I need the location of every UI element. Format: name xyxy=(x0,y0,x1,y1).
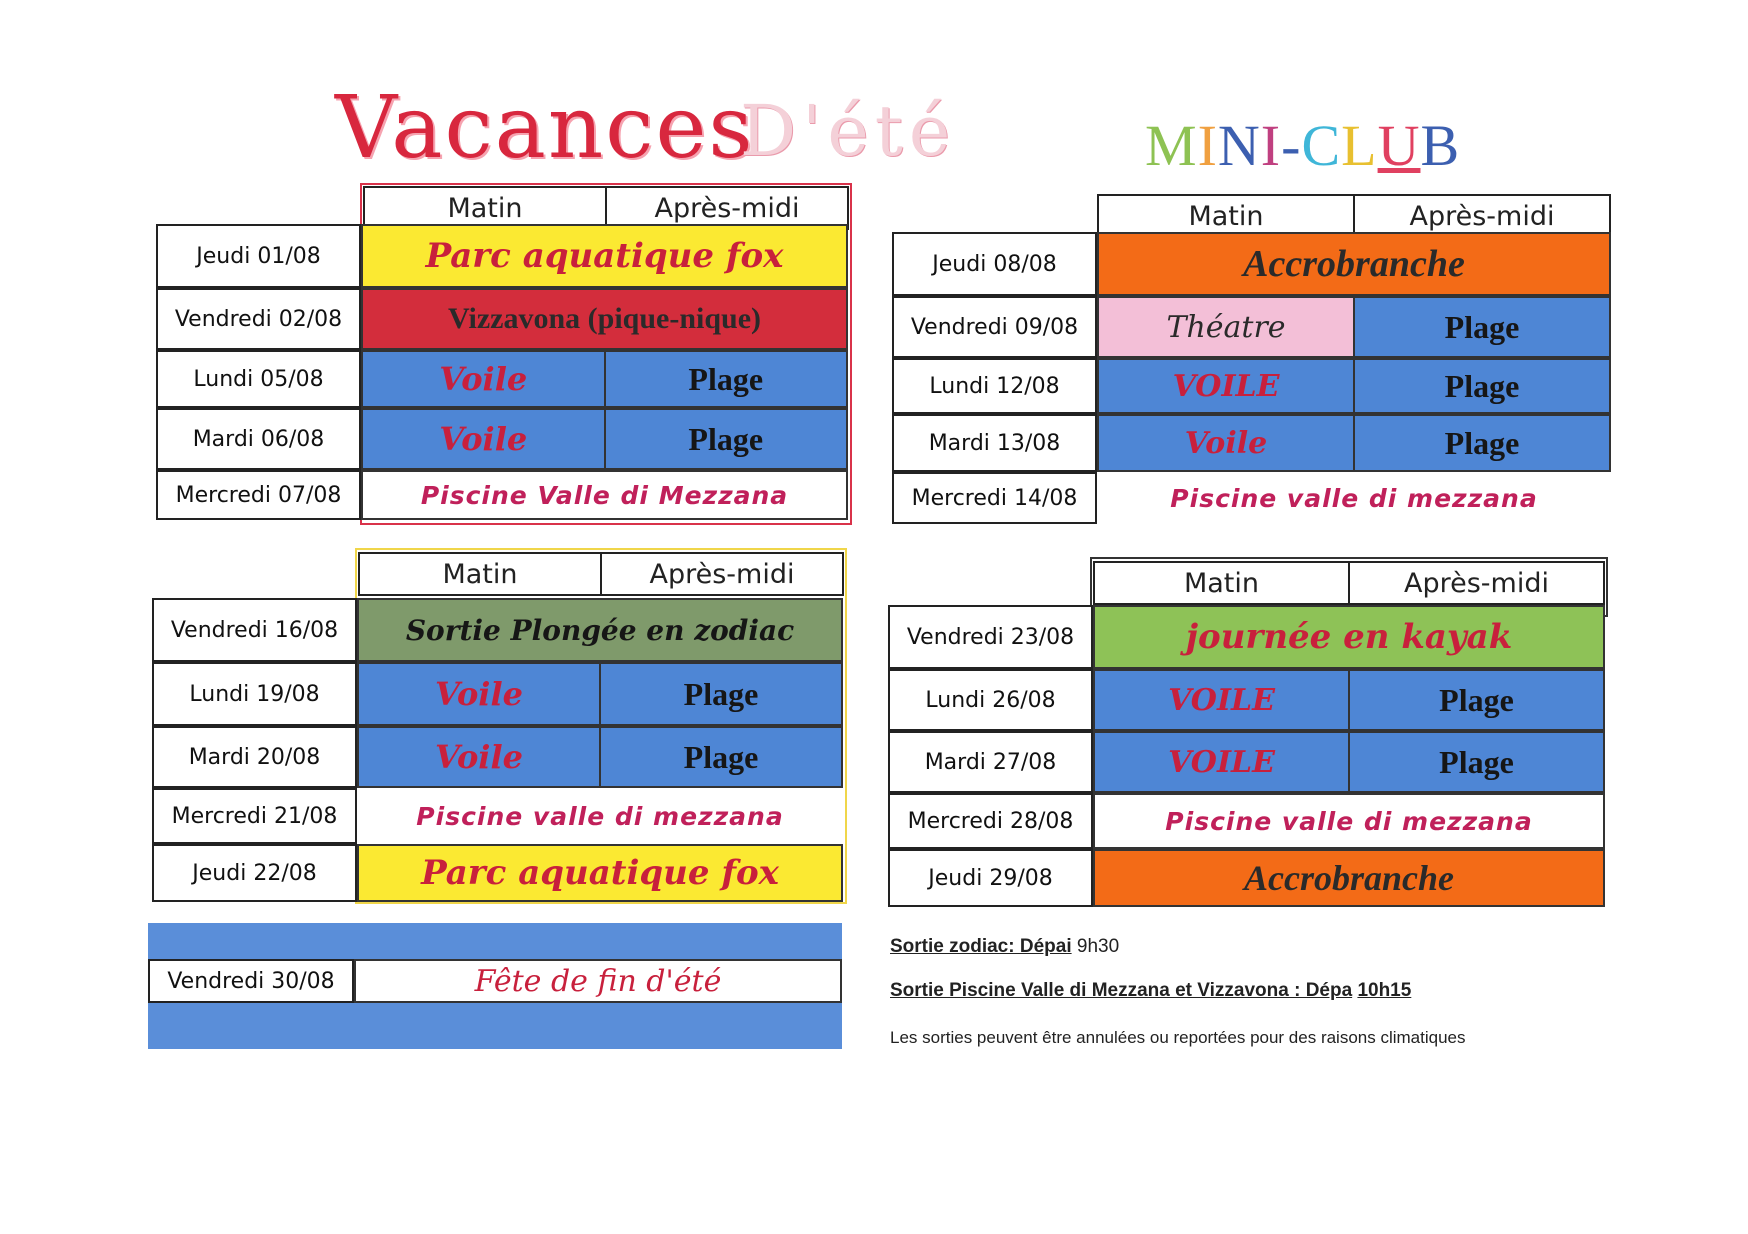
table-row xyxy=(152,788,843,844)
day-cell: Mardi 20/08 xyxy=(152,726,357,788)
activity-cell xyxy=(361,470,848,520)
table-row xyxy=(152,662,843,726)
table-row xyxy=(888,849,1605,907)
club-letter: C xyxy=(1301,113,1342,178)
activity-cell xyxy=(357,598,843,662)
day-cell: Jeudi 22/08 xyxy=(152,844,357,902)
activity-cell xyxy=(1093,731,1605,793)
table-row xyxy=(156,470,848,520)
activity-cell xyxy=(361,224,848,288)
club-letter: I xyxy=(1197,113,1218,178)
column-morning: Matin xyxy=(442,558,518,590)
table-row xyxy=(892,358,1611,414)
activity-label: Voile xyxy=(1184,425,1268,461)
day-cell: Vendredi 16/08 xyxy=(152,598,357,662)
activity-label: Plage xyxy=(1353,360,1609,412)
activity-label: VOILE xyxy=(1168,682,1275,718)
activity-cell xyxy=(361,408,848,470)
activity-cell xyxy=(361,288,848,350)
table-row xyxy=(892,232,1611,296)
note-piscine-time: 10h15 xyxy=(1357,980,1412,1001)
table-row xyxy=(156,224,848,288)
activity-label: Voile xyxy=(435,738,523,776)
activity-label: VOILE xyxy=(1168,744,1275,780)
activity-label: Piscine valle di mezzana xyxy=(1170,483,1538,513)
table-row xyxy=(156,288,848,350)
activity-cell xyxy=(1093,605,1605,669)
activity-cell xyxy=(1097,472,1611,524)
table-row xyxy=(152,598,843,662)
activity-label: Plage xyxy=(1353,298,1609,356)
table-row xyxy=(156,350,848,408)
club-letter: M xyxy=(1145,113,1198,178)
week4-header xyxy=(1093,561,1605,605)
activity-label: journée en kayak xyxy=(1185,617,1513,657)
column-morning: Matin xyxy=(447,192,523,224)
table-row xyxy=(892,472,1611,524)
activity-cell xyxy=(1097,296,1611,358)
column-afternoon: Après-midi xyxy=(605,188,847,228)
table-row xyxy=(888,793,1605,849)
day-cell: Mercredi 21/08 xyxy=(152,788,357,844)
activity-cell xyxy=(357,788,843,844)
activity-label: Plage xyxy=(1348,733,1603,791)
note-zodiac-time: 9h30 xyxy=(1076,936,1120,957)
activity-label: Voile xyxy=(439,360,528,398)
activity-label: Plage xyxy=(599,664,841,724)
activity-label: Voile xyxy=(439,420,528,458)
table-row xyxy=(152,726,843,788)
activity-cell xyxy=(361,350,848,408)
table-row xyxy=(892,296,1611,358)
club-letter: B xyxy=(1420,113,1461,178)
club-letter: L xyxy=(1341,113,1378,178)
column-morning: Matin xyxy=(1188,200,1264,232)
activity-cell xyxy=(357,844,843,902)
activity-label: Vizzavona (pique-nique) xyxy=(447,302,762,335)
activity-label: Piscine Valle di Mezzana xyxy=(420,480,789,510)
club-letter: I xyxy=(1260,113,1282,178)
day-cell: Mardi 27/08 xyxy=(888,731,1093,793)
activity-label: Plage xyxy=(604,410,847,468)
activity-label: Fête de fin d'été xyxy=(474,963,722,999)
day-cell: Vendredi 02/08 xyxy=(156,288,361,350)
club-letter: N xyxy=(1217,113,1261,178)
club-letter: U xyxy=(1377,113,1421,178)
activity-cell xyxy=(357,726,843,788)
day-cell: Lundi 19/08 xyxy=(152,662,357,726)
activity-label: Sortie Plongée en zodiac xyxy=(405,613,795,647)
activity-label: Plage xyxy=(1353,416,1609,470)
column-afternoon: Après-midi xyxy=(1348,563,1603,603)
activity-cell xyxy=(354,959,842,1003)
day-cell: Mercredi 28/08 xyxy=(888,793,1093,849)
day-cell: Mardi 06/08 xyxy=(156,408,361,470)
club-letter: - xyxy=(1281,113,1302,178)
column-afternoon: Après-midi xyxy=(1353,196,1609,236)
day-cell: Jeudi 08/08 xyxy=(892,232,1097,296)
column-afternoon: Après-midi xyxy=(600,554,842,594)
activity-label: Théatre xyxy=(1099,298,1353,356)
table-row xyxy=(892,414,1611,472)
note-piscine xyxy=(890,980,1411,1002)
activity-cell xyxy=(357,662,843,726)
activity-cell xyxy=(1097,414,1611,472)
day-cell: Mardi 13/08 xyxy=(892,414,1097,472)
day-cell: Jeudi 29/08 xyxy=(888,849,1093,907)
activity-label: Parc aquatique fox xyxy=(421,853,779,893)
activity-label: Plage xyxy=(1348,671,1603,729)
activity-label: Accrobranche xyxy=(1244,858,1454,898)
day-cell: Vendredi 30/08 xyxy=(148,959,354,1003)
column-morning: Matin xyxy=(1183,567,1260,599)
activity-cell xyxy=(1093,669,1605,731)
day-cell: Jeudi 01/08 xyxy=(156,224,361,288)
day-cell: Mercredi 14/08 xyxy=(892,472,1097,524)
note-piscine-label: Sortie Piscine Valle di Mezzana et Vizzavona : Dépa xyxy=(890,980,1353,1001)
activity-label: Piscine valle di mezzana xyxy=(1165,806,1533,836)
activity-label: VOILE xyxy=(1172,368,1280,404)
table-row xyxy=(148,959,842,1003)
activity-label: Plage xyxy=(604,352,847,406)
activity-label: Plage xyxy=(599,728,841,786)
note-zodiac-label: Sortie zodiac: Dépai xyxy=(890,936,1072,957)
activity-cell xyxy=(1093,849,1605,907)
activity-label: Accrobranche xyxy=(1243,243,1465,285)
activity-label: Voile xyxy=(435,675,523,713)
activity-cell xyxy=(1097,358,1611,414)
day-cell: Vendredi 23/08 xyxy=(888,605,1093,669)
week3-header xyxy=(358,552,844,596)
table-row xyxy=(888,669,1605,731)
page-title: Vacances xyxy=(335,78,755,178)
final-bottom-band xyxy=(148,1003,842,1049)
table-row xyxy=(888,731,1605,793)
table-row xyxy=(888,605,1605,669)
table-row xyxy=(152,844,843,902)
note-zodiac xyxy=(890,936,1119,958)
day-cell: Mercredi 07/08 xyxy=(156,470,361,520)
day-cell: Lundi 26/08 xyxy=(888,669,1093,731)
activity-cell xyxy=(1097,232,1611,296)
final-top-band xyxy=(148,923,842,959)
day-cell: Lundi 12/08 xyxy=(892,358,1097,414)
activity-cell xyxy=(1093,793,1605,849)
day-cell: Vendredi 09/08 xyxy=(892,296,1097,358)
table-row xyxy=(156,408,848,470)
page-subtitle: D'été xyxy=(740,90,957,172)
club-title xyxy=(1145,112,1460,179)
note-disclaimer: Les sorties peuvent être annulées ou reportées pour des raisons climatiques xyxy=(890,1028,1466,1047)
activity-label: Piscine valle di mezzana xyxy=(416,801,784,831)
day-cell: Lundi 05/08 xyxy=(156,350,361,408)
activity-label: Parc aquatique fox xyxy=(425,236,784,276)
